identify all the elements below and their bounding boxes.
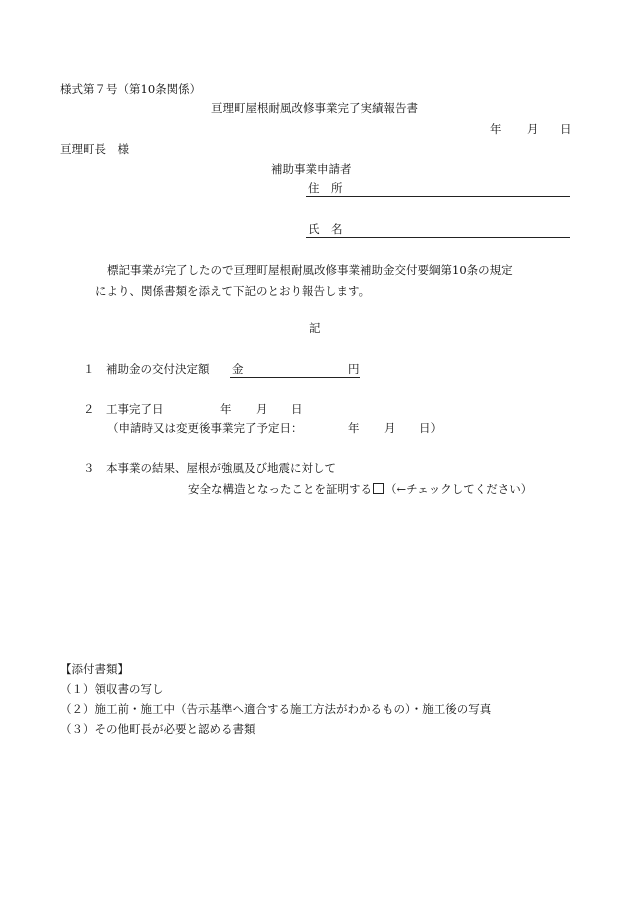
item2-label: ２ 工事完了日 xyxy=(83,402,164,416)
date-day-label: 日 xyxy=(560,122,572,136)
item3-line-1: ３ 本事業の結果、屋根が強風及び地震に対して xyxy=(83,461,336,475)
item2-year: 年 xyxy=(220,402,232,416)
address-label: 住 所 xyxy=(308,181,343,195)
item2-note-year: 年 xyxy=(348,421,360,435)
attachment-item-3: （３）その他町長が必要と認める書類 xyxy=(60,722,256,736)
date-year-label: 年 xyxy=(490,122,502,136)
address-field-line[interactable] xyxy=(306,196,570,197)
name-label: 氏 名 xyxy=(308,222,343,236)
item2-day: 日 xyxy=(291,402,303,416)
ki-heading: 記 xyxy=(309,321,321,335)
item1-amount-line[interactable] xyxy=(230,377,360,378)
item2-note-month: 月 xyxy=(384,421,396,435)
item1-label: １ 補助金の交付決定額 xyxy=(83,362,210,376)
item2-note-day: 日） xyxy=(419,421,442,435)
certify-checkbox[interactable] xyxy=(373,483,384,494)
item3-check-instruction: （←チェックしてください） xyxy=(385,482,533,496)
name-field-line[interactable] xyxy=(306,237,570,238)
item3-line-2 xyxy=(188,482,532,496)
date-month-label: 月 xyxy=(527,122,539,136)
item2-note-prefix: （申請時又は変更後事業完了予定日： xyxy=(107,421,303,435)
applicant-label: 補助事業申請者 xyxy=(271,162,352,176)
item1-yen: 円 xyxy=(348,362,360,376)
document-title: 亘理町屋根耐風改修事業完了実績報告書 xyxy=(211,101,418,115)
attachment-item-1: （１）領収書の写し xyxy=(60,682,164,696)
addressee: 亘理町長 様 xyxy=(60,142,129,156)
body-text-line-1: 標記事業が完了したので亘理町屋根耐風改修事業補助金交付要綱第10条の規定 xyxy=(107,263,513,277)
attachments-heading: 【添付書類】 xyxy=(60,662,129,676)
item2-month: 月 xyxy=(256,402,268,416)
attachment-item-2: （２）施工前・施工中（告示基準へ適合する施工方法がわかるもの）・施工後の写真 xyxy=(60,702,492,716)
item1-kin: 金 xyxy=(232,362,244,376)
body-text-line-2: により、関係書類を添えて下記のとおり報告します。 xyxy=(95,284,371,298)
item3-statement: 安全な構造となったことを証明する xyxy=(188,482,372,496)
form-number: 様式第７号（第10条関係） xyxy=(60,82,202,96)
